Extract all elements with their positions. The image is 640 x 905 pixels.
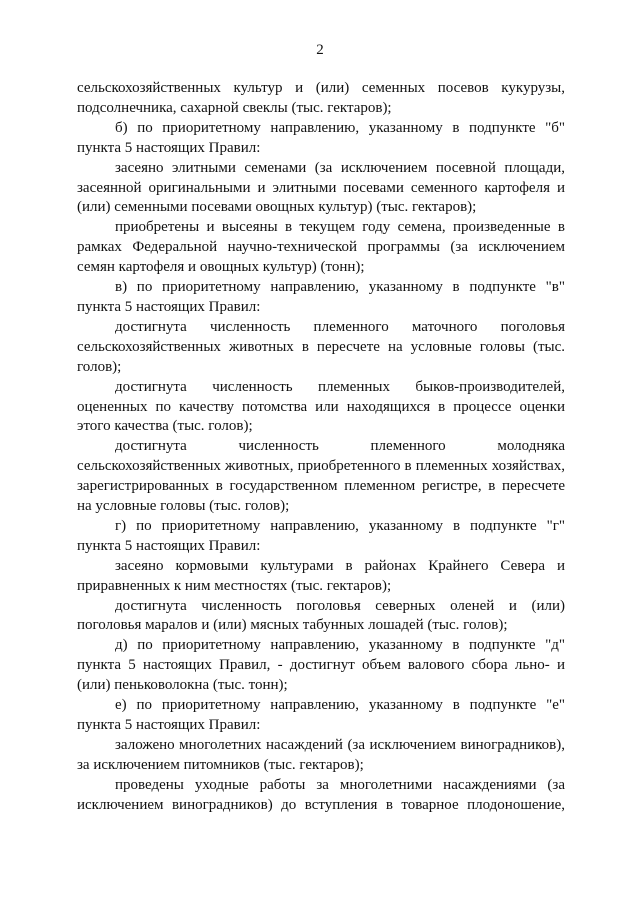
paragraph: достигнута численность поголовья северных оленей и (или) поголовья маралов и (или) мясных табунных лошадей (тыс. голов); (77, 597, 565, 634)
paragraph: заложено многолетних насаждений (за исключением виноградников), за исключением питомников (тыс. гектаров); (77, 736, 565, 773)
paragraph: в) по приоритетному направлению, указанному в подпункте "в" пункта 5 настоящих Правил: (77, 279, 565, 315)
document-body (77, 79, 565, 816)
paragraph: г) по приоритетному направлению, указанному в подпункте "г" пункта 5 настоящих Правил: (77, 517, 565, 554)
paragraph: засеяно кормовыми культурами в районах Крайнего Севера и приравненных к ним местностях (тыс. гектаров); (77, 557, 565, 594)
paragraph: д) по приоритетному направлению, указанному в подпункте "д" пункта 5 настоящих Правил, - достигнут объем валового сбора льно- и (или) пеньковолокна (тыс. тонн); (77, 637, 565, 694)
page-number: 2 (316, 42, 324, 58)
paragraph: достигнута численность племенного маточного поголовья сельскохозяйственных животных в пересчете на условные головы (тыс. голов); (77, 318, 565, 375)
paragraph: достигнута численность племенных быков-производителей, оцененных по качеству потомства или находящихся в процессе оценки этого качества (тыс. голов); (77, 378, 565, 435)
paragraph: проведены уходные работы за многолетними насаждениями (за исключением виноградников) до вступления в товарное плодоношение, (77, 776, 565, 813)
paragraph: б) по приоритетному направлению, указанному в подпункте "б" пункта 5 настоящих Правил: (77, 119, 565, 156)
paragraph: приобретены и высеяны в текущем году семена, произведенные в рамках Федеральной научно-технической программы (за исключением семян картофеля и овощных культур) (тонн); (77, 219, 565, 276)
paragraph: е) по приоритетному направлению, указанному в подпункте "е" пункта 5 настоящих Правил: (77, 697, 565, 733)
paragraph: сельскохозяйственных культур и (или) семенных посевов кукурузы, подсолнечника, сахарной свеклы (тыс. гектаров); (77, 80, 565, 116)
paragraph: засеяно элитными семенами (за исключением посевной площади, засеянной оригинальными и элитными посевами семенного картофеля и (или) семенными посевами овощных культур) (тыс. гектаров); (77, 159, 565, 216)
paragraph: достигнута численность племенного молодняка сельскохозяйственных животных, приобретенного в племенных хозяйствах, зарегистрированных в государственном племенном регистре, в пересчете на условные головы (тыс. голов); (77, 438, 565, 515)
